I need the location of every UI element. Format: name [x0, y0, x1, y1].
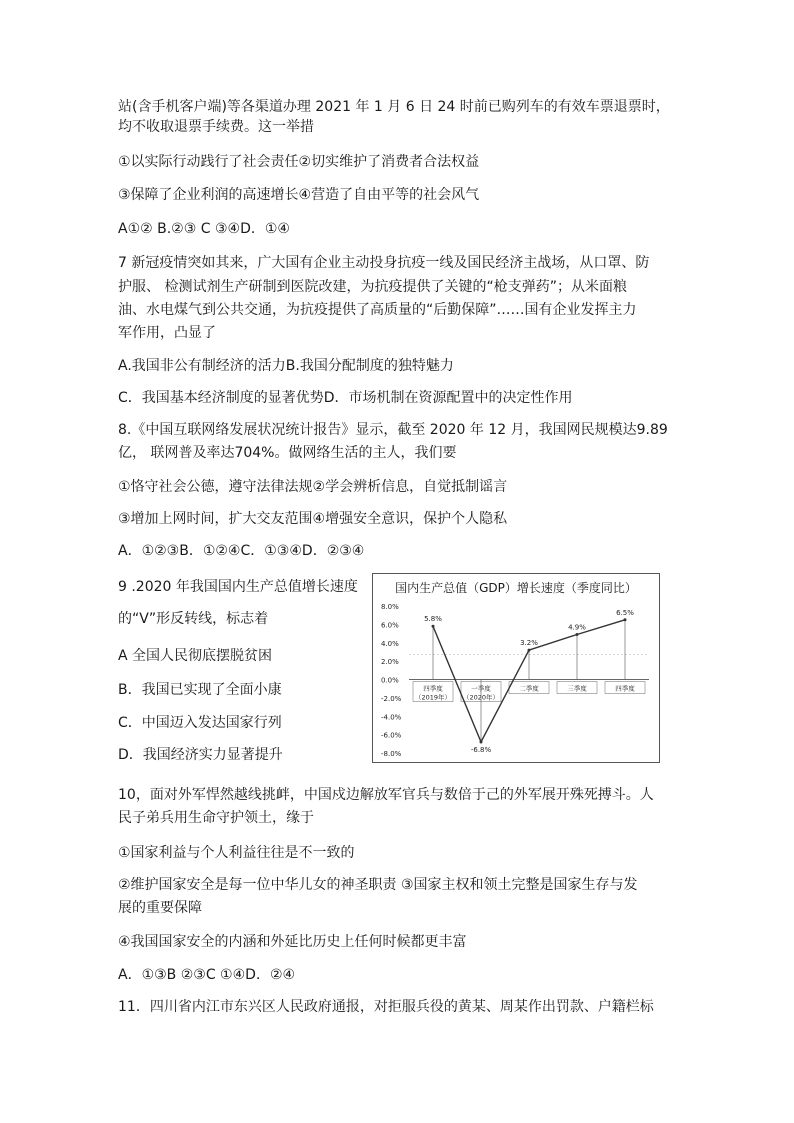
data-point [432, 625, 435, 628]
text-line: 站(含手机客户端)等各渠道办理 2021 年 1 月 6 日 24 时前已购列车的有效车票退票时， [118, 99, 670, 115]
text-line: ①以实际行动践行了社会责任②切实维护了消费者合法权益 [118, 154, 480, 170]
text-line: 民子弟兵用生命守护领土，缘于 [118, 810, 314, 826]
text-line: D．我国经济实力显著提升 [118, 747, 283, 763]
text-line: 油、水电煤气到公共交通，为抗疫提供了高质量的“后勤保障”……国有企业发挥主力 [118, 302, 637, 318]
text-line: B．我国已实现了全面小康 [118, 682, 282, 698]
x-tick-label: 一季度 [471, 684, 491, 693]
y-tick-label: -6.0% [381, 731, 402, 740]
chart-plot [373, 574, 659, 762]
text-line: 展的重要保障 [118, 900, 202, 916]
text-line: 的“V”形反转线，标志着 [118, 611, 269, 627]
data-label: 6.5% [616, 608, 634, 617]
y-tick-label: 6.0% [381, 621, 399, 630]
x-tick-label: （2020年） [462, 693, 500, 702]
text-line: ①国家利益与个人利益往往是不一致的 [118, 845, 355, 861]
y-tick-label: 2.0% [381, 658, 399, 667]
x-tick-label: 三季度 [567, 684, 587, 693]
text-line: ②维护国家安全是每一位中华儿女的神圣职责 ③国家主权和领土完整是国家生存与发 [118, 877, 638, 893]
text-line: ③保障了企业利润的高速增长④营造了自由平等的社会风气 [118, 187, 480, 203]
text-line: ④我国国家安全的内涵和外延比历史上任何时候都更丰富 [118, 934, 467, 950]
data-point [480, 740, 483, 743]
data-label: 5.8% [424, 615, 442, 624]
text-line: ③增加上网时间，扩大交友范围④增强安全意识，保护个人隐私 [118, 511, 508, 527]
text-line: A.我国非公有制经济的活力B.我国分配制度的独特魅力 [118, 358, 454, 374]
x-tick-label: 四季度 [423, 684, 443, 693]
text-line: A．①②③B．①②④C．①③④D．②③④ [118, 543, 365, 559]
text-line: 10，面对外军悍然越线挑衅，中国戍边解放军官兵与数倍于己的外军展开殊死搏斗。人 [118, 787, 654, 803]
data-point [528, 649, 531, 652]
y-tick-label: 0.0% [381, 676, 399, 685]
gdp-chart [372, 573, 660, 763]
x-tick-label: （2019年） [414, 693, 452, 702]
y-tick-label: -4.0% [381, 713, 402, 722]
y-tick-label: 8.0% [381, 603, 399, 611]
y-tick-label: 4.0% [381, 639, 399, 648]
text-line: C．我国基本经济制度的显著优势D．市场机制在资源配置中的决定性作用 [118, 390, 573, 406]
x-tick-label: 二季度 [519, 684, 539, 693]
text-line: ①恪守社会公德，遵守法律法规②学会辨析信息，自觉抵制谣言 [118, 479, 508, 495]
text-line: 亿， 联网普及率达704%。做网络生活的主人，我们要 [118, 445, 457, 461]
text-line: 护服、 检测试剂生产研制到医院改建，为抗疫提供了关键的“枪支弹药”；从米面粮 [118, 279, 627, 295]
data-point [576, 633, 579, 636]
data-label: 4.9% [568, 623, 586, 632]
data-label: 3.2% [520, 639, 538, 648]
y-tick-label: -2.0% [381, 694, 402, 703]
text-line: 11．四川省内江市东兴区人民政府通报，对拒服兵役的黄某、周某作出罚款、户籍栏标 [118, 999, 654, 1015]
text-line: A 全国人民彻底摆脱贫困 [118, 648, 273, 664]
data-label: -6.8% [470, 745, 492, 754]
data-point [624, 618, 627, 621]
chart-title: 国内生产总值（GDP）增长速度（季度同比） [395, 581, 637, 595]
text-line: 均不收取退票手续费。这一举措 [118, 119, 314, 135]
text-line: A①② B.②③ C ③④D．①④ [118, 221, 290, 237]
text-line: 8.《中国互联网络发展状况统计报告》显示，截至 2020 年 12 月，我国网民规模达9.89 [118, 422, 668, 438]
text-line: 9 .2020 年我国国内生产总值增长速度 [118, 579, 358, 595]
text-line: 军作用，凸显了 [118, 325, 216, 341]
text-line: C．中国迈入发达国家行列 [118, 715, 282, 731]
text-line: A．①③B ②③C ①④D．②④ [118, 967, 296, 983]
text-line: 7 新冠疫情突如其来，广大国有企业主动投身抗疫一线及国民经济主战场，从口罩、防 [118, 255, 650, 271]
x-tick-label: 四季度 [615, 684, 635, 693]
y-tick-label: -8.0% [381, 750, 402, 758]
